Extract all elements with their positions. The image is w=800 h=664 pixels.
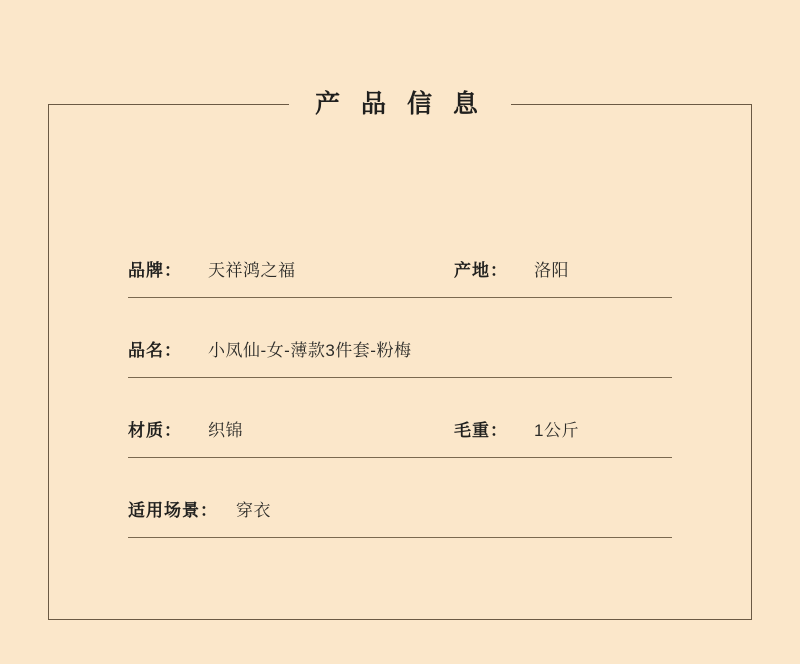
field-origin <box>454 256 569 281</box>
field-gross-weight-value: 1公斤 <box>534 421 579 440</box>
table-row <box>128 458 672 538</box>
page-title: 产 品 信 息 <box>289 82 511 126</box>
title-band <box>48 82 752 126</box>
field-material-label: 材质： <box>128 421 182 440</box>
field-gross-weight <box>454 416 579 441</box>
field-material-value: 织锦 <box>208 421 243 440</box>
field-origin-label: 产地： <box>454 261 508 280</box>
field-scene-label: 适用场景： <box>128 501 218 520</box>
field-scene-value: 穿衣 <box>236 501 271 520</box>
field-product-name-value: 小凤仙-女-薄款3件套-粉梅 <box>208 341 412 360</box>
product-info-table <box>128 212 672 538</box>
field-product-name <box>128 336 411 361</box>
table-row <box>128 378 672 458</box>
field-scene <box>128 496 271 521</box>
field-brand <box>128 256 296 281</box>
field-gross-weight-label: 毛重： <box>454 421 508 440</box>
field-product-name-label: 品名： <box>128 341 182 360</box>
table-row <box>128 212 672 298</box>
table-row <box>128 298 672 378</box>
field-origin-value: 洛阳 <box>534 261 569 280</box>
field-brand-label: 品牌： <box>128 261 182 280</box>
field-material <box>128 416 243 441</box>
field-brand-value: 天祥鸿之福 <box>208 261 296 280</box>
